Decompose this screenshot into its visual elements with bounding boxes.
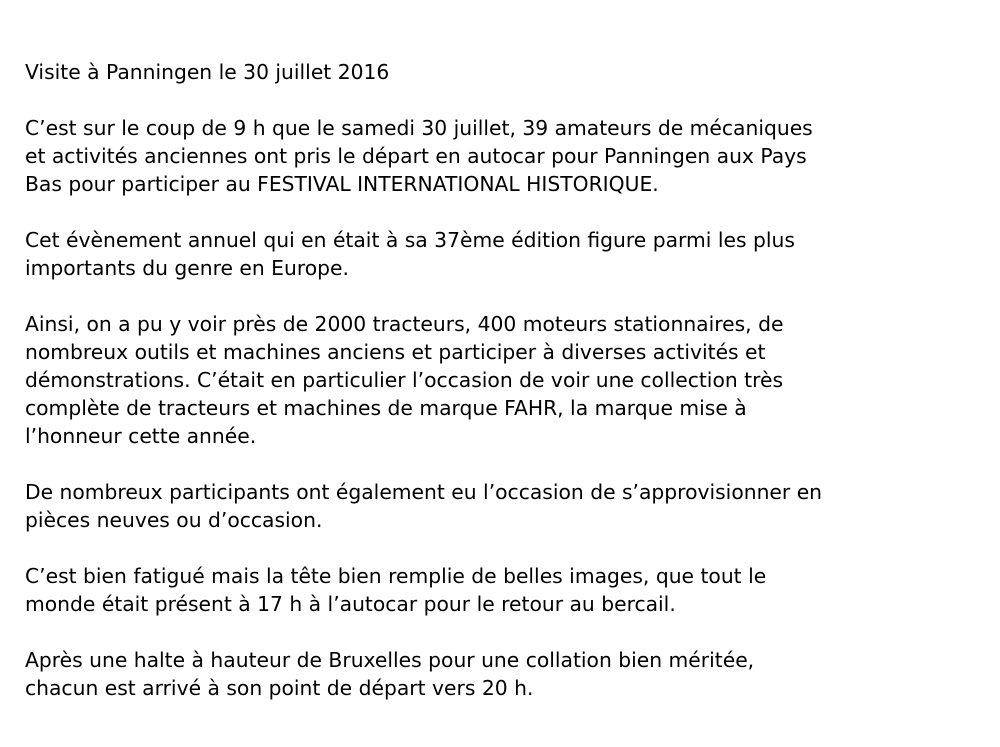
text-line: nombreux outils et machines anciens et participer à diverses activités et — [25, 340, 766, 364]
text-line: Bas pour participer au FESTIVAL INTERNATIONAL HISTORIQUE. — [25, 172, 659, 196]
text-line: complète de tracteurs et machines de marque FAHR, la marque mise à — [25, 396, 747, 420]
text-line: importants du genre en Europe. — [25, 256, 349, 280]
text-line: Cet évènement annuel qui en était à sa 37ème édition figure parmi les plus — [25, 228, 795, 252]
paragraph-exhibits — [25, 310, 985, 450]
paragraph-event — [25, 226, 985, 282]
text-line: Ainsi, on a pu y voir près de 2000 tracteurs, 400 moteurs stationnaires, de — [25, 312, 784, 336]
paragraph-return — [25, 562, 985, 618]
text-line: Après une halte à hauteur de Bruxelles pour une collation bien méritée, — [25, 648, 755, 672]
paragraph-parts — [25, 478, 985, 534]
text-line: monde était présent à 17 h à l’autocar pour le retour au bercail. — [25, 592, 676, 616]
paragraph-arrival — [25, 646, 985, 702]
paragraph-departure — [25, 114, 985, 198]
text-line: C’est bien fatigué mais la tête bien remplie de belles images, que tout le — [25, 564, 767, 588]
text-line: C’est sur le coup de 9 h que le samedi 30 juillet, 39 amateurs de mécaniques — [25, 116, 813, 140]
document-body — [25, 58, 985, 730]
document-title — [25, 58, 985, 86]
title-line: Visite à Panningen le 30 juillet 2016 — [25, 60, 390, 84]
text-line: pièces neuves ou d’occasion. — [25, 508, 323, 532]
text-line: chacun est arrivé à son point de départ vers 20 h. — [25, 676, 534, 700]
text-line: et activités anciennes ont pris le départ en autocar pour Panningen aux Pays — [25, 144, 807, 168]
text-line: démonstrations. C’était en particulier l’occasion de voir une collection très — [25, 368, 784, 392]
text-line: De nombreux participants ont également eu l’occasion de s’approvisionner en — [25, 480, 823, 504]
text-line: l’honneur cette année. — [25, 424, 257, 448]
